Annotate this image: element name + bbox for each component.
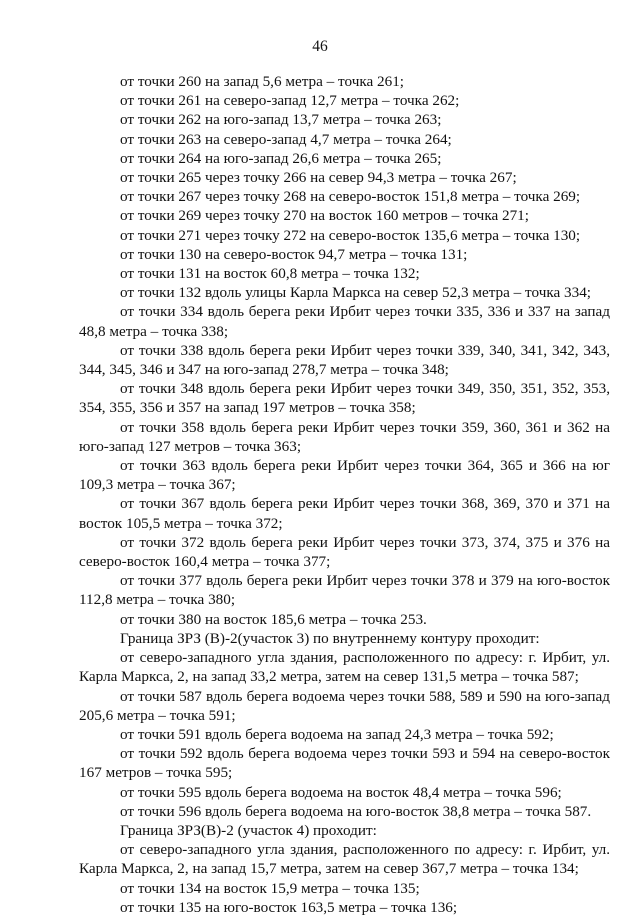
paragraph: от точки 377 вдоль берега реки Ирбит через точки 378 и 379 на юго-восток 112,8 метра – точка 380; xyxy=(79,572,610,609)
paragraph: от северо-западного угла здания, расположенного по адресу: г. Ирбит, ул. Карла Маркса, 2, на запад 33,2 метра, затем на север 131,5 метра – точка 587; xyxy=(79,649,610,686)
paragraph: от точки 348 вдоль берега реки Ирбит через точки 349, 350, 351, 352, 353, 354, 355, 356 и 357 на запад 197 метров – точка 358; xyxy=(79,380,610,417)
paragraph: от точки 334 вдоль берега реки Ирбит через точки 335, 336 и 337 на запад 48,8 метра – точка 338; xyxy=(79,303,610,340)
paragraph: от точки 595 вдоль берега водоема на восток 48,4 метра – точка 596; xyxy=(120,783,562,801)
paragraph: от точки 269 через точку 270 на восток 160 метров – точка 271; xyxy=(120,207,530,225)
paragraph: от точки 587 вдоль берега водоема через точки 588, 589 и 590 на юго-запад 205,6 метра – точка 591; xyxy=(79,687,610,724)
paragraph: от точки 261 на северо-запад 12,7 метра – точка 262; xyxy=(120,92,460,110)
paragraph: Граница ЗРЗ (В)-2(участок 3) по внутреннему контуру проходит: xyxy=(120,629,540,647)
paragraph: от точки 130 на северо-восток 94,7 метра – точка 131; xyxy=(120,245,468,263)
paragraph: от точки 135 на юго-восток 163,5 метра – точка 136; xyxy=(120,898,458,916)
paragraph: от точки 265 через точку 266 на север 94,3 метра – точка 267; xyxy=(120,169,517,187)
paragraph: от точки 596 вдоль берега водоема на юго-восток 38,8 метра – точка 587. xyxy=(120,802,592,820)
paragraph: от точки 338 вдоль берега реки Ирбит через точки 339, 340, 341, 342, 343, 344, 345, 346 и 347 на юго-запад 278,7 метра – точка 348; xyxy=(79,341,610,379)
paragraph: от точки 262 на юго-запад 13,7 метра – точка 263; xyxy=(120,111,442,129)
paragraph: от точки 591 вдоль берега водоема на запад 24,3 метра – точка 592; xyxy=(120,725,554,743)
paragraph: от точки 363 вдоль берега реки Ирбит через точки 364, 365 и 366 на юг 109,3 метра – точка 367; xyxy=(79,457,610,494)
paragraph: от точки 263 на северо-запад 4,7 метра – точка 264; xyxy=(120,130,452,148)
paragraph: от северо-западного угла здания, расположенного по адресу: г. Ирбит, ул. Карла Маркса, 2, на запад 15,7 метра, затем на север 367,7 метра – точка 134; xyxy=(79,841,610,878)
paragraph: от точки 372 вдоль берега реки Ирбит через точки 373, 374, 375 и 376 на северо-восток 160,4 метра – точка 377; xyxy=(79,533,610,571)
paragraph: от точки 131 на восток 60,8 метра – точка 132; xyxy=(120,265,420,283)
paragraph: от точки 264 на юго-запад 26,6 метра – точка 265; xyxy=(120,149,442,167)
document-body xyxy=(79,72,610,917)
paragraph: от точки 132 вдоль улицы Карла Маркса на север 52,3 метра – точка 334; xyxy=(120,284,592,302)
paragraph: от точки 271 через точку 272 на северо-восток 135,6 метра – точка 130; xyxy=(120,226,581,244)
page-number: 46 xyxy=(312,38,328,55)
paragraph: от точки 592 вдоль берега водоема через точки 593 и 594 на северо-восток 167 метров – точка 595; xyxy=(79,745,610,782)
paragraph: от точки 358 вдоль берега реки Ирбит через точки 359, 360, 361 и 362 на юго-запад 127 метров – точка 363; xyxy=(79,418,610,455)
paragraph: от точки 260 на запад 5,6 метра – точка 261; xyxy=(120,73,405,90)
paragraph: от точки 134 на восток 15,9 метра – точка 135; xyxy=(120,879,420,897)
paragraph: от точки 367 вдоль берега реки Ирбит через точки 368, 369, 370 и 371 на восток 105,5 метра – точка 372; xyxy=(79,495,610,532)
paragraph: Граница ЗРЗ(В)-2 (участок 4) проходит: xyxy=(120,821,377,839)
paragraph: от точки 380 на восток 185,6 метра – точка 253. xyxy=(120,610,427,628)
paragraph: от точки 267 через точку 268 на северо-восток 151,8 метра – точка 269; xyxy=(120,188,581,206)
